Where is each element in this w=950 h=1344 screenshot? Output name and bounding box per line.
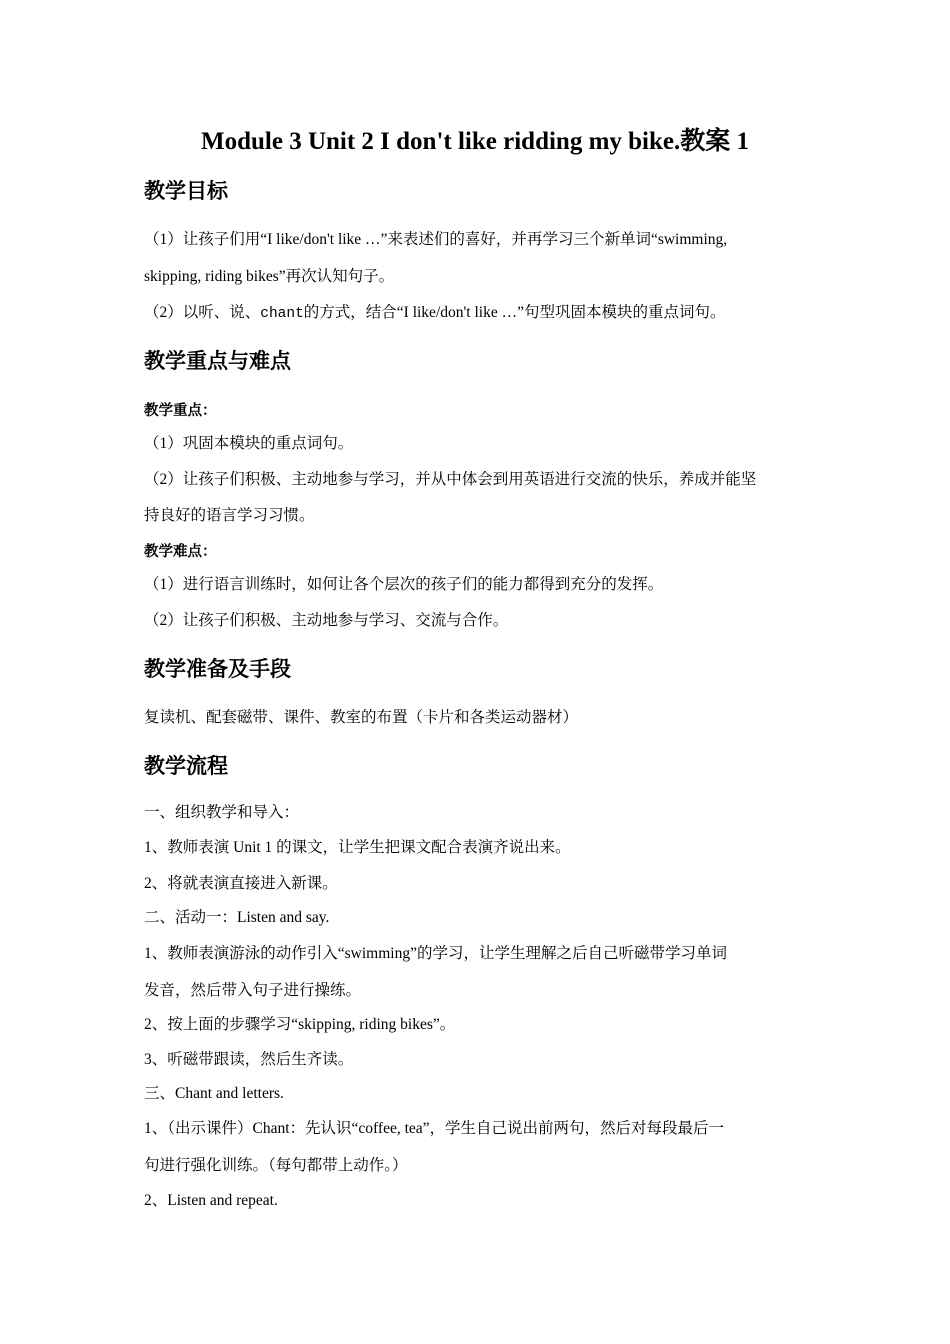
- process-heading: 教学流程: [144, 754, 228, 778]
- process-line: 2、将就表演直接进入新课。: [144, 875, 338, 892]
- document-title: Module 3 Unit 2 I don't like ridding my bike.教案 1: [201, 128, 749, 155]
- process-line: 1、教师表演游泳的动作引入“swimming”的学习，让学生理解之后自己听磁带学习单词: [144, 945, 727, 962]
- difficulty-line-1: （1）进行语言训练时，如何让各个层次的孩子们的能力都得到充分的发挥。: [144, 576, 664, 593]
- process-line: 一、组织教学和导入：: [144, 804, 300, 821]
- process-line: 发音，然后带入句子进行操练。: [144, 982, 362, 999]
- process-line: 1、教师表演 Unit 1 的课文，让学生把课文配合表演齐说出来。: [144, 839, 571, 856]
- objectives-line-2: skipping, riding bikes”再次认知句子。: [144, 268, 395, 285]
- process-line: 2、按上面的步骤学习“skipping, riding bikes”。: [144, 1016, 456, 1033]
- objectives-line-1: （1）让孩子们用“I like/don't like …”来表述们的喜好，并再学习三个新单词“swimming,: [144, 231, 728, 248]
- process-line: 3、听磁带跟读，然后生齐读。: [144, 1051, 354, 1068]
- focus-line-1: （1）巩固本模块的重点词句。: [144, 435, 354, 452]
- key-points-heading: 教学重点与难点: [144, 349, 291, 373]
- objectives-line-3-mono: chant: [260, 306, 304, 322]
- objectives-heading: 教学目标: [144, 179, 228, 203]
- difficulty-label: 教学难点：: [144, 544, 217, 560]
- process-line: 句进行强化训练。（每句都带上动作。）: [144, 1157, 408, 1174]
- process-line: 三、Chant and letters.: [144, 1085, 284, 1102]
- process-line: 2、Listen and repeat.: [144, 1192, 278, 1209]
- objectives-line-3: [144, 302, 814, 325]
- difficulty-line-2: （2）让孩子们积极、主动地参与学习、交流与合作。: [144, 612, 509, 629]
- objectives-line-3-prefix: （2）以听、说、: [144, 304, 261, 321]
- focus-line-3: 持良好的语言学习习惯。: [144, 507, 315, 524]
- preparation-text: 复读机、配套磁带、课件、教室的布置（卡片和各类运动器材）: [144, 709, 579, 726]
- process-line: 1、（出示课件）Chant：先认识“coffee, tea”，学生自己说出前两句，然后对每段最后一: [144, 1120, 725, 1137]
- focus-label: 教学重点：: [144, 403, 217, 419]
- focus-line-2: （2）让孩子们积极、主动地参与学习，并从中体会到用英语进行交流的快乐，养成并能坚: [144, 471, 757, 488]
- objectives-line-3-suffix: 的方式，结合“I like/don't like …”句型巩固本模块的重点词句。: [303, 304, 726, 321]
- process-line: 二、活动一：Listen and say.: [144, 909, 330, 926]
- preparation-heading: 教学准备及手段: [144, 657, 291, 681]
